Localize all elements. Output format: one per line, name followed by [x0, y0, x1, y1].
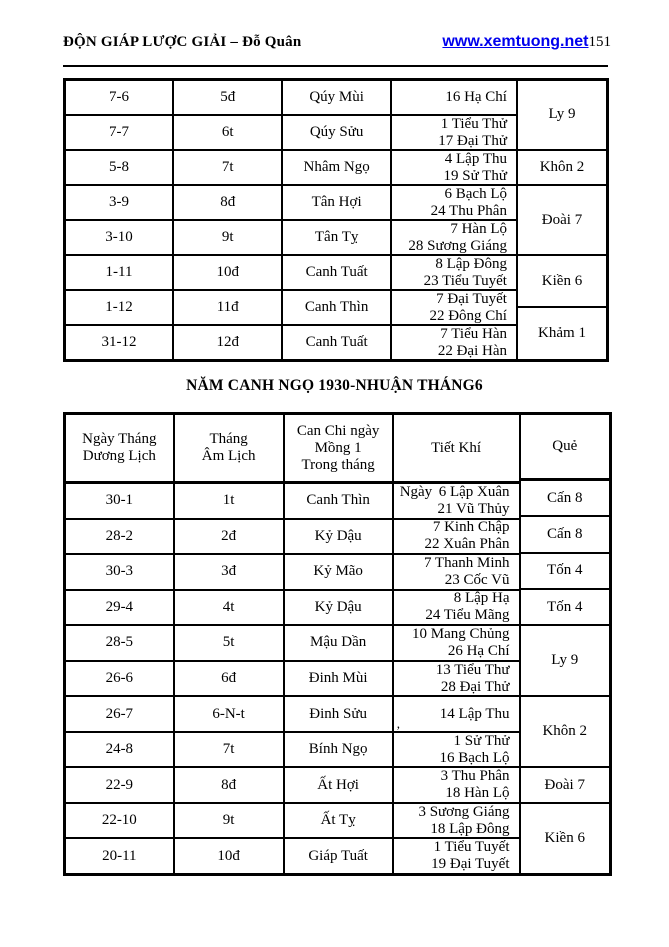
canchi-cell: Canh Thìn [285, 484, 394, 518]
table-row [66, 768, 521, 804]
tietkhi-line: 6 Bạch Lộ [444, 185, 507, 202]
date-cell: 7-6 [66, 81, 174, 114]
tietkhi-line: 23 Cốc Vũ [444, 571, 510, 588]
tietkhi-cell [394, 662, 521, 696]
canchi-cell: Kỷ Mão [285, 555, 394, 589]
que-cell: Tốn 4 [521, 554, 610, 590]
table-row [66, 291, 518, 326]
que-cell: Đoài 7 [521, 768, 610, 804]
tietkhi-line: 4 Lập Thu [444, 150, 507, 167]
lunar-month-cell: 11đ [174, 291, 283, 324]
date-cell: 30-3 [66, 555, 175, 589]
tietkhi-cell [394, 484, 521, 518]
table-row [66, 221, 518, 256]
page-header [63, 33, 611, 51]
canchi-cell: Qúy Mùi [283, 81, 391, 114]
table-row [66, 256, 518, 291]
date-cell: 28-2 [66, 520, 175, 554]
tietkhi-cell [394, 768, 521, 802]
tietkhi-line: 22 Đông Chí [429, 307, 507, 324]
canchi-cell: Nhâm Ngọ [283, 151, 391, 184]
table-row [66, 555, 521, 591]
tietkhi-line: 26 Hạ Chí [447, 642, 510, 659]
que-cell: Kiền 6 [518, 256, 606, 309]
tietkhi-cell [392, 151, 518, 184]
lunar-month-cell: 8đ [174, 186, 283, 219]
table-row [66, 626, 521, 662]
que-cell: Cấn 8 [521, 481, 610, 517]
table-lower-que-column [521, 415, 610, 873]
que-cell: Khảm 1 [538, 325, 586, 342]
tietkhi-line: 18 Lập Đông [430, 820, 510, 837]
tietkhi-line: 24 Thu Phân [430, 202, 507, 219]
que-cell: Cấn 8 [521, 517, 610, 553]
tietkhi-line: 16 Hạ Chí [445, 89, 507, 105]
que-cell: Ly 9 [521, 626, 610, 697]
date-cell: 31-12 [66, 326, 174, 359]
canchi-cell: Tân Hợi [283, 186, 391, 219]
tietkhi-cell [394, 555, 521, 589]
canchi-cell: Tân Tỵ [283, 221, 391, 254]
lunar-month-cell: 7t [174, 151, 283, 184]
date-cell: 30-1 [66, 484, 175, 518]
table-row [66, 697, 521, 733]
date-cell: 26-6 [66, 662, 175, 696]
tietkhi-line: 1 Sử Thử [453, 732, 510, 749]
header-line: Tiết Khí [431, 439, 482, 456]
que-header-cell: Quẻ [521, 415, 610, 481]
que-cell: Khôn 2 [521, 697, 610, 768]
header-line: Dương Lịch [82, 448, 156, 464]
tietkhi-line: 7 Tiểu Hàn [440, 325, 507, 342]
website-link[interactable]: www.xemtuong.net [442, 33, 589, 50]
lunar-month-cell: 5t [175, 626, 285, 660]
table-row [66, 733, 521, 769]
tietkhi-cell [392, 291, 518, 324]
date-cell: 22-9 [66, 768, 175, 802]
tietkhi-line: 13 Tiểu Thư [435, 661, 510, 678]
header-rule [63, 65, 608, 67]
que-cell: Đoài 7 [518, 186, 606, 256]
calendar-table-canh-ngo-1930 [63, 412, 612, 876]
tietkhi-line: 17 Đại Thử [438, 132, 507, 149]
tietkhi-cell [394, 733, 521, 767]
table-upper-que-column [518, 81, 606, 359]
lunar-month-cell: 10đ [174, 256, 283, 289]
tietkhi-line: 1 Tiểu Tuyết [433, 839, 510, 856]
tietkhi-line: 19 Sử Thử [443, 167, 507, 184]
canchi-cell: Kỷ Dậu [285, 591, 394, 625]
lunar-month-cell: 9t [175, 804, 285, 838]
tietkhi-cell [394, 626, 521, 660]
tietkhi-line: 8 Lập Hạ [453, 590, 510, 607]
lunar-month-cell: 7t [175, 733, 285, 767]
header-line: Trong tháng [301, 456, 375, 473]
tietkhi-cell [392, 81, 518, 114]
tietkhi-line: 22 Đại Hàn [437, 342, 507, 359]
date-cell: 7-7 [66, 116, 174, 149]
que-cell: Tốn 4 [521, 590, 610, 626]
tietkhi-cell [392, 186, 518, 219]
table-row [66, 520, 521, 556]
date-cell: 1-11 [66, 256, 174, 289]
table-row [66, 839, 521, 873]
canchi-cell: Canh Tuất [283, 326, 391, 359]
table-row [66, 662, 521, 698]
tietkhi-cell [394, 591, 521, 625]
lunar-month-cell: 6đ [175, 662, 285, 696]
canchi-cell: Mậu Dần [285, 626, 394, 660]
lunar-month-cell: 2đ [175, 520, 285, 554]
date-cell: 5-8 [66, 151, 174, 184]
lunar-month-cell: 6t [174, 116, 283, 149]
section-title: NĂM CANH NGỌ 1930-NHUẬN THÁNG6 [186, 377, 483, 394]
tietkhi-line: 8 Lập Đông [435, 255, 507, 272]
table-row [66, 186, 518, 221]
que-cell: Ly 9 [518, 81, 606, 151]
canchi-cell: Canh Thìn [283, 291, 391, 324]
canchi-cell: Qúy Sửu [283, 116, 391, 149]
lunar-month-cell: 8đ [175, 768, 285, 802]
table-header-row [66, 415, 521, 484]
table-upper-main [66, 81, 518, 359]
canchi-cell: Đinh Sửu [285, 697, 394, 731]
tietkhi-line: 19 Đại Tuyết [431, 856, 510, 873]
que-cell: Khôn 2 [518, 151, 606, 187]
date-cell: 1-12 [66, 291, 174, 324]
lunar-month-cell: 12đ [174, 326, 283, 359]
header-line: Can Chi ngày [296, 422, 380, 439]
tietkhi-cell [392, 116, 518, 149]
lunar-month-cell: 9t [174, 221, 283, 254]
tietkhi-cell [392, 221, 518, 254]
table-row [66, 116, 518, 151]
date-cell: 3-9 [66, 186, 174, 219]
book-title: ĐỘN GIÁP LƯỢC GIẢI – Đỗ Quân [63, 34, 302, 50]
que-cell: Kiền 6 [544, 830, 585, 847]
tietkhi-line: 10 Mang Chủng [412, 625, 510, 642]
canchi-cell: Đinh Mùi [285, 662, 394, 696]
tietkhi-cell [394, 804, 521, 838]
date-cell: 28-5 [66, 626, 175, 660]
tietkhi-line: 16 Bạch Lộ [439, 749, 510, 766]
header-right [442, 33, 611, 51]
tietkhi-line: 7 Đại Tuyết [436, 290, 507, 307]
table-row [66, 81, 518, 116]
tietkhi-text: 6 Lập Xuân [438, 483, 510, 500]
date-cell: 20-11 [66, 839, 175, 873]
tietkhi-cell [394, 839, 521, 873]
canchi-cell: Canh Tuất [283, 256, 391, 289]
lunar-month-cell: 10đ [175, 839, 285, 873]
date-cell: 26-7 [66, 697, 175, 731]
tietkhi-line: 18 Hàn Lộ [445, 785, 510, 802]
date-cell: 3-10 [66, 221, 174, 254]
canchi-cell: Bính Ngọ [285, 733, 394, 767]
tietkhi-line [394, 484, 510, 501]
lunar-month-cell: 4t [175, 591, 285, 625]
header-line: Âm Lịch [201, 448, 256, 464]
tietkhi-cell [392, 326, 518, 359]
table-row [66, 484, 521, 520]
tietkhi-line: 7 Kinh Chập [432, 519, 510, 536]
tietkhi-line: 28 Đại Thử [440, 678, 510, 695]
tietkhi-line: 14 Lập Thu [439, 705, 510, 722]
tietkhi-prefix: Ngày [399, 483, 433, 500]
table-row [66, 151, 518, 186]
tietkhi-line: 3 Thu Phân [440, 768, 510, 785]
date-cell: 22-10 [66, 804, 175, 838]
lunar-month-cell: 1t [175, 484, 285, 518]
lunar-month-cell: 6-N-t [175, 697, 285, 731]
tietkhi-line: 23 Tiểu Tuyết [423, 272, 507, 289]
header-line: Tháng [209, 431, 248, 447]
tietkhi-line: 7 Hàn Lộ [450, 220, 507, 237]
tietkhi-mark: , [396, 715, 400, 731]
table-row [66, 326, 518, 359]
date-cell: 24-8 [66, 733, 175, 767]
tietkhi-cell [394, 697, 521, 731]
page-number: 151 [588, 34, 611, 50]
canchi-cell: Ất Hợi [285, 768, 394, 802]
table-row [66, 804, 521, 840]
tietkhi-line: 24 Tiểu Mãng [425, 607, 510, 624]
header-line: Ngày Tháng [82, 431, 157, 447]
calendar-table-upper [63, 78, 609, 362]
tietkhi-line: 1 Tiểu Thử [440, 115, 507, 132]
tietkhi-cell [392, 256, 518, 289]
tietkhi-line: 28 Sương Giáng [408, 237, 507, 254]
date-cell: 29-4 [66, 591, 175, 625]
header-cell [66, 415, 175, 481]
tietkhi-line: 21 Vũ Thủy [437, 500, 510, 517]
lunar-month-cell: 5đ [174, 81, 283, 114]
canchi-cell: Giáp Tuất [285, 839, 394, 873]
header-cell [285, 415, 394, 481]
tietkhi-line: 22 Xuân Phân [424, 536, 510, 553]
header-line: Mồng 1 [314, 439, 362, 456]
canchi-cell: Kỷ Dậu [285, 520, 394, 554]
lunar-month-cell: 3đ [175, 555, 285, 589]
tietkhi-line: 7 Thanh Minh [423, 554, 510, 571]
canchi-cell: Ất Tỵ [285, 804, 394, 838]
table-row [66, 591, 521, 627]
header-cell [394, 415, 521, 481]
tietkhi-cell [394, 520, 521, 554]
header-cell [175, 415, 285, 481]
table-lower-main [66, 415, 521, 873]
tietkhi-line: 3 Sương Giáng [418, 803, 510, 820]
